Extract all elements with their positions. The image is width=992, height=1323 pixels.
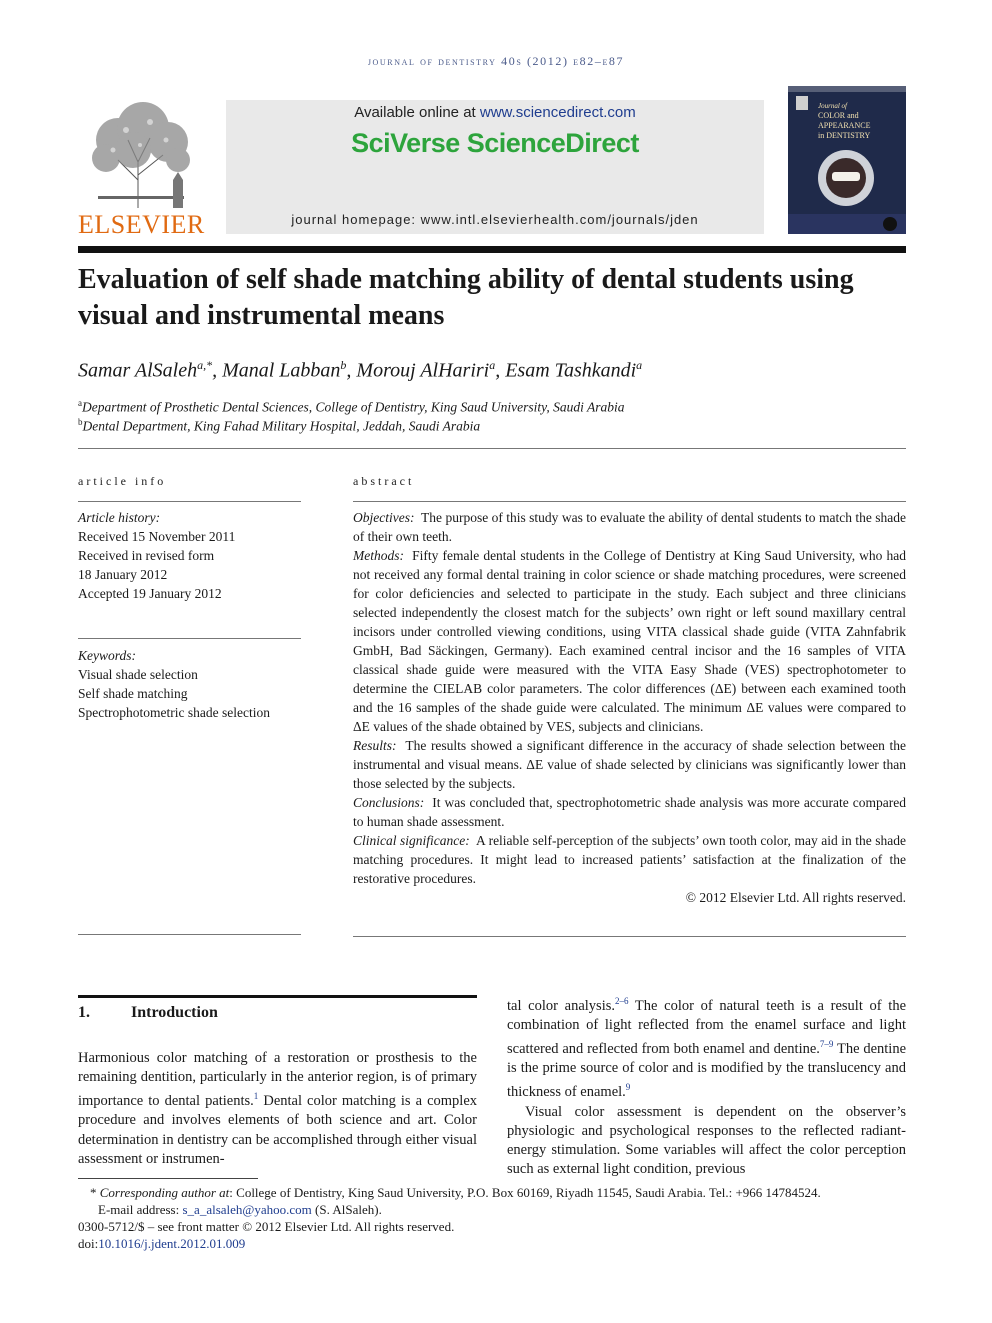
abstract-copyright: © 2012 Elsevier Ltd. All rights reserved. <box>685 890 906 905</box>
citation-link[interactable]: 1 <box>253 1091 259 1102</box>
sciverse-brand: SciVerse ScienceDirect <box>351 128 639 158</box>
keyword-item: Spectrophotometric shade selection <box>78 705 270 720</box>
author-list: Samar AlSaleh$^{a,*}$, Manal Labban$^b$, Morouj AlHariri$^a$, Esam Tashkandi$^a$ <box>78 358 643 382</box>
cover-title-line1: Journal of <box>818 102 847 110</box>
author-affil-marker[interactable]: a <box>636 358 643 372</box>
intro-paragraph: Visual color assessment is dependent on the observer’s physiologic and psychological responses to the reflected radiant-energy stimulation. Some variables will affect the color perception such as external light condition, previous <box>507 1103 906 1178</box>
cover-title-line2: COLOR and <box>818 111 859 120</box>
author-affil-marker[interactable]: a,* <box>197 358 213 372</box>
corresponding-author-note: * Corresponding author at: College of Dentistry, King Saud University, P.O. Box 60169, Riyadh 11545, Saudi Arabia. Tel.: +966 14784524. <box>90 1185 821 1200</box>
history-label: Article history: <box>78 510 161 525</box>
abstract-significance: Clinical significance: A reliable self-perception of the subjects’ own tooth color, may aid in the shade matching procedures. It might lead to increased patients’ satisfaction at the finalization of the restorative procedures. <box>353 833 906 886</box>
cover-title-line3: APPEARANCE <box>818 121 871 130</box>
cover-title-line4: in DENTISTRY <box>818 131 871 140</box>
abstract-heading: abstract <box>353 474 415 488</box>
header-rule <box>78 246 906 253</box>
affiliation-a: $^a$Department of Prosthetic Dental Sciences, College of Dentistry, King Saud University, Saudi Arabia <box>78 398 625 415</box>
issn-line: 0300-5712/$ – see front matter © 2012 Elsevier Ltd. All rights reserved. <box>78 1219 455 1234</box>
keywords-label: Keywords: <box>78 648 136 663</box>
abstract-end-rule <box>353 936 906 937</box>
affiliation-rule <box>78 448 906 449</box>
affiliation-b: $^b$Dental Department, King Fahad Military Hospital, Jeddah, Saudi Arabia <box>78 417 481 434</box>
author-affil-marker[interactable]: b <box>340 358 347 372</box>
elsevier-wordmark: ELSEVIER <box>78 210 205 239</box>
author-affil-marker[interactable]: a <box>489 358 496 372</box>
article-info-heading: article info <box>78 474 167 488</box>
keyword-item: Visual shade selection <box>78 667 198 682</box>
author-name: Morouj AlHariri <box>356 359 490 382</box>
intro-column-right <box>507 992 906 1179</box>
intro-paragraph-cont: tal color analysis.$^{2-6}$ The color of natural teeth is a result of the combination of light reflected from the enamel surface and light scattered and reflected from both enamel and dentine.$^{7-9}$ The dentine is the prime source of color and is modified by the translucency and thickness of enamel.$^9$ <box>507 996 907 1101</box>
history-item: Received 15 November 2011 <box>78 529 236 544</box>
journal-cover-image <box>788 86 906 234</box>
footnote <box>78 1184 906 1252</box>
section-rule <box>78 995 477 998</box>
email-link[interactable]: s_a_alsaleh@yahoo.com <box>182 1202 312 1217</box>
journal-homepage[interactable]: journal homepage: www.intl.elsevierhealth.com/journals/jden <box>291 212 699 227</box>
history-item: Accepted 19 January 2012 <box>78 586 222 601</box>
citation-link[interactable]: 7–9 <box>819 1039 834 1050</box>
article-info-end-rule <box>78 934 301 935</box>
intro-column-left <box>78 1049 477 1169</box>
abstract-methods: Methods: Fifty female dental students in the College of Dentistry at King Saud University, who had not received any formal dental training in color science or shade matching procedures, were screened for color deficiencies and selected to participate in the study. Each subject and three clinicians selected independently the closest match for the subjects’ own right or left sound maxillary central incisors under controlled viewing conditions, using VITA classical shade guide (VITA Zahnfabrik GmbH, Bad Säckingen, Germany). Each examined central incisor and the 16 samples of VITA classical shade guide were measured with the VITA Easy Shade (VES) spectrophotometer to determine the CIELAB color parameters. The color differences (ΔE) between each examined tooth and the 16 samples of the shade guide were calculated. The minimum ΔE values were compared to ΔE values of the shade obtained by VES, subjects and clinicians. <box>353 548 906 734</box>
abstract-conclusions: Conclusions: It was concluded that, spectrophotometric shade analysis was more accurate compared to human shade assessment. <box>353 795 907 829</box>
author-name: Samar AlSaleh <box>78 359 198 382</box>
author-name: Esam Tashkandi <box>505 359 637 382</box>
running-header: journal of dentistry 40s (2012) e82–e87 <box>367 54 625 68</box>
history-item: Received in revised form <box>78 548 215 563</box>
email-line: E-mail address: s_a_alsaleh@yahoo.com (S. AlSaleh). <box>98 1202 382 1217</box>
available-online <box>226 104 764 121</box>
abstract-objectives: Objectives: The purpose of this study was to evaluate the ability of dental students to match the shade of their own teeth. <box>353 510 906 544</box>
sciencedirect-link[interactable]: www.sciencedirect.com <box>479 104 636 121</box>
doi-link[interactable]: 10.1016/j.jdent.2012.01.009 <box>98 1236 246 1251</box>
article-history <box>78 508 301 603</box>
citation-link[interactable]: 9 <box>625 1082 631 1093</box>
citation-link[interactable]: 2–6 <box>615 996 629 1006</box>
keywords-rule <box>78 638 301 639</box>
keyword-item: Self shade matching <box>78 686 188 701</box>
available-prefix: Available online at <box>354 104 480 121</box>
intro-paragraph: Harmonious color matching of a restoration or prosthesis to the remaining dentition, particularly in the anterior region, is of primary importance to dental patients.$^1$ Dental color matching is a complex procedure and involves elements of both science and art. Color determination in dentistry can be accomplished through either visual assessment or instrumen- <box>78 1050 478 1167</box>
author-name: Manal Labban <box>222 359 341 382</box>
section-heading: Introduction <box>131 1004 218 1021</box>
footnote-rule <box>78 1178 258 1179</box>
abstract-rule <box>353 501 906 502</box>
section-number: 1. <box>78 1004 90 1021</box>
abstract-body <box>353 508 906 907</box>
history-item: 18 January 2012 <box>78 567 168 582</box>
abstract-results: Results: The results showed a significant difference in the accuracy of shade selection between the instrumental and visual means. ΔE value of shade selected by clinicians was significantly lower than those selected by the subjects. <box>353 738 906 791</box>
article-info-rule <box>78 501 301 502</box>
article-title: Evaluation of self shade matching ability of dental students using visual and instrumental means <box>78 264 854 331</box>
keywords-block <box>78 646 301 722</box>
doi-line: doi:10.1016/j.jdent.2012.01.009 <box>78 1236 246 1251</box>
